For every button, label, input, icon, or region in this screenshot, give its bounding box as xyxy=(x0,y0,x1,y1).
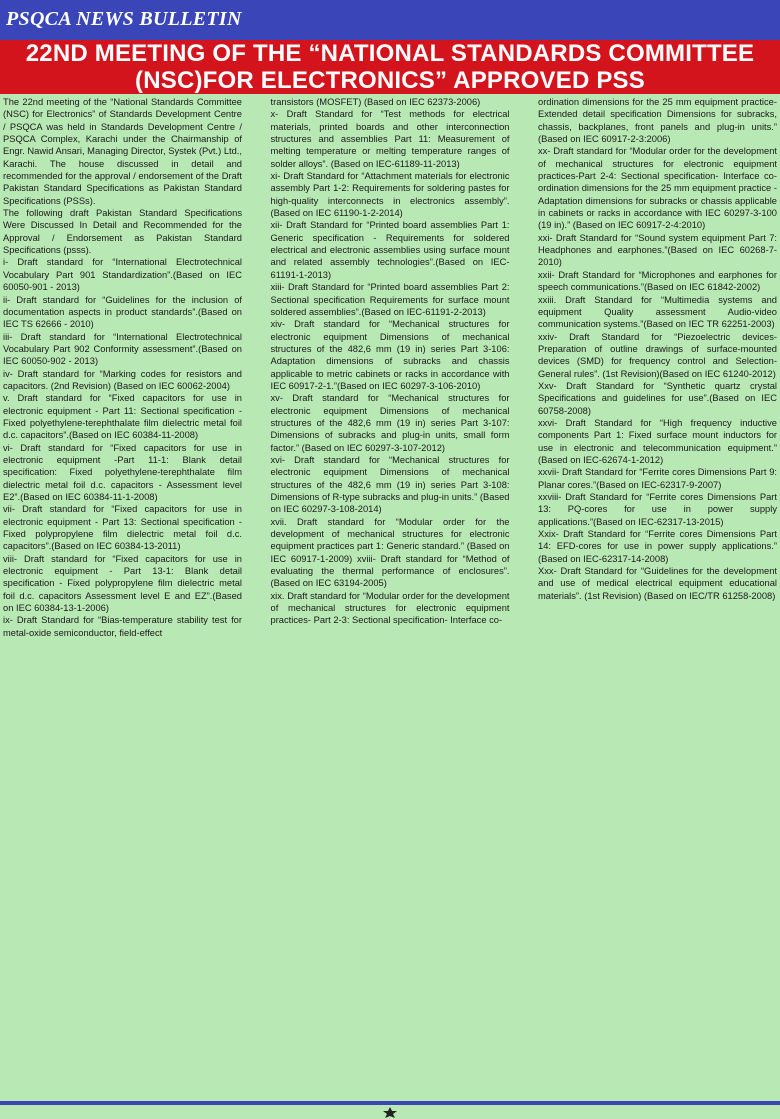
column-1-paragraph: The 22nd meeting of the “National Standards Committee (NSC) for Electronics” of Standards Development Centre / PSQCA was held in Standards Development Centre / PSQCA Complex, Karachi under the Chairmanship of Engr. Nawid Ansari, Managing Director, Systek (Pvt.) Ltd., Karachi. The house discussed in detail and recommended for the approval / endorsement of the Draft Pakistan Standard Specifications as Pakistan Standard Specifications (PSSs). xyxy=(3,97,242,206)
column-1-paragraph: vi- Draft standard for “Fixed capacitors for use in electronic equipment -Part 11-1: Blank detail specification: Fixed polyethylene-terephthalate film dielectric metal foil d.c. capacitors - Assessment level E2”.(Based on IEC 60384-11-1-2008) xyxy=(3,442,242,502)
column-2-paragraph: xvi- Draft standard for “Mechanical structures for electronic equipment Dimensions of mechanical structures of the 482,6 mm (19 in) series Part 3-108: Dimensions of R-type subracks and plug-in units.” (Based on IEC 60297-3-108-2014) xyxy=(270,454,510,515)
text-column-2 xyxy=(268,96,513,1098)
psqca-emblem-icon xyxy=(376,1106,404,1119)
column-2-paragraph: xix. Draft standard for “Modular order for the development of mechanical structures for electronic equipment practices- Part 2-3: Sectional specification- Interface co- xyxy=(270,590,510,626)
column-2-paragraph: xv- Draft standard for “Mechanical structures for electronic equipment Dimensions of mechanical structures of the 482,6 mm (19 in) series Part 3-107: Dimensions of subracks and plug-in units, small form factor.” (Based on IEC 60297-3-107-2012) xyxy=(270,393,510,453)
column-3-paragraph: Xxix- Draft Standard for “Ferrite cores Dimensions Part 14: EFD-cores for use in power supply applications.” (Based on IEC-62317-14-2008) xyxy=(538,529,777,564)
column-3-paragraph: ordination dimensions for the 25 mm equipment practice-Extended detail specification Dimensions for subracks, chassis, backplanes, front panels and plug-in units.” (Based on IEC 60917-2-3:2006) xyxy=(538,97,777,145)
column-1-paragraph: iv- Draft standard for “Marking codes for resistors and capacitors. (2nd Revision) (Based on IEC 60062-2004) xyxy=(3,368,242,391)
column-1-paragraph: ii- Draft standard for “Guidelines for the inclusion of documentation aspects in product standards”.(Based on IEC TS 62666 - 2010) xyxy=(3,294,242,330)
column-2-paragraph: x- Draft Standard for “Test methods for electrical materials, printed boards and other interconnection structures and assemblies Part 11: Measurement of melting temperature or melting temperature ranges of solder alloys”. (Based on IEC-61189-11-2013) xyxy=(270,109,510,169)
column-3-paragraph: xxiii. Draft Standard for “Multimedia systems and equipment Quality assessment Audio-video communication systems.”(Based on IEC TR 62251-2003) xyxy=(538,294,777,330)
column-2-paragraph: xvii. Draft standard for “Modular order for the development of mechanical structures for electronic equipment practices part 1: Generic standard.” (Based on IEC 60917-1-2009) xviii- Draft standard for “Method of evaluating the thermal performance of enclosures”. (Based on IEC 63194-2005) xyxy=(270,516,510,589)
column-3-paragraph: xxvi- Draft Standard for “High frequency inductive components Part 1: Fixed surface mount inductors for use in electronic and telecommunication equipment.” (Based on IEC-62674-1-2012) xyxy=(538,417,777,465)
column-1-paragraph: i- Draft standard for “International Electrotechnical Vocabulary Part 901 Standardization”.(Based on IEC 60050-901 - 2013) xyxy=(3,257,242,293)
column-1-paragraph: iii- Draft standard for “International Electrotechnical Vocabulary Part 902 Conformity assessment”.(Based on IEC 60050-902 - 2013) xyxy=(3,331,242,367)
column-3-paragraph: xx- Draft standard for “Modular order for the development of mechanical structures for electronic equipment practices-Part 2-4: Sectional specification- Interface co-ordination dimensions for the 25 mm equipment practice - Adaptation dimensions for subracks or chassis applicable in cabinets or racks in accordance with IEC 60297-3-100 (19 in).” (Based on IEC 60917-2-4:2010) xyxy=(538,146,777,231)
column-2-paragraph: transistors (MOSFET) (Based on IEC 62373-2006) xyxy=(270,97,481,107)
bulletin-title: PSQCA NEWS BULLETIN xyxy=(6,8,242,30)
column-1-paragraph: ix- Draft Standard for “Bias-temperature stability test for metal-oxide semiconductor, field-effect xyxy=(3,615,242,638)
headline-line-1: 22ND MEETING OF THE “NATIONAL STANDARDS COMMITTEE xyxy=(25,40,755,67)
column-3-paragraph: Xxx- Draft Standard for “Guidelines for the development and use of medical electrical equipment educational materials”. (1st Revision) (Based on IEC/TR 61258-2008) xyxy=(538,566,777,601)
headline-banner xyxy=(0,40,780,94)
column-2-paragraph: xiv- Draft standard for “Mechanical structures for electronic equipment Dimensions of mechanical structures of the 482,6 mm (19 in) series Part 3-106: Adaptation dimensions of subracks and chassis applicable to metric cabinets or racks in accordance with IEC 60917-2-1.”(Based on IEC 60297-3-106-2010) xyxy=(270,319,510,391)
text-column-3 xyxy=(535,96,780,1098)
masthead xyxy=(0,0,780,40)
column-1-paragraph: viii- Draft standard for “Fixed capacitors for use in electronic equipment - Part 13-1: Blank detail specification - Fixed polypropylene film dielectric metal foil d.c. capacitors Assessment level E and EZ”.(Based on IEC 60384-13-1-2006) xyxy=(3,553,242,614)
column-1-paragraph: The following draft Pakistan Standard Specifications Were Discussed In Detail and Recommended for the Approval / Endorsement as Pakistan Standard Specifications (psss). xyxy=(3,208,242,256)
footer-divider xyxy=(0,1101,780,1105)
text-column-1 xyxy=(0,96,245,1098)
article-body xyxy=(0,96,780,1098)
headline-line-2: (NSC)FOR ELECTRONICS” APPROVED PSS xyxy=(135,67,645,94)
column-3-paragraph: xxviii- Draft Standard for “Ferrite cores Dimensions Part 13: PQ-cores for use in power supply applications.”(Based on IEC-62317-13-2015) xyxy=(538,492,777,527)
column-2-paragraph: xii- Draft Standard for “Printed board assemblies Part 1: Generic specification - Requirements for soldered electrical and electronic assemblies using surface mount and related assembly technologies”.(Based on IEC-61191-1-2013) xyxy=(270,220,510,280)
column-2-paragraph: xiii- Draft Standard for “Printed board assemblies Part 2: Sectional specification Requirements for surface mount soldered assemblies”.(Based on IEC-61191-2-2013) xyxy=(270,282,510,317)
column-2-paragraph: xi- Draft Standard for “Attachment materials for electronic assembly Part 1-2: Requirements for soldering pastes for high-quality interconnects in electronics assembly”.(Based on IEC 61190-1-2-2014) xyxy=(270,171,510,219)
column-3-paragraph: xxi- Draft Standard for “Sound system equipment Part 7: Headphones and earphones.”(Based on IEC 60268-7-2010) xyxy=(538,232,777,268)
column-3-paragraph: xxvii- Draft Standard for “Ferrite cores Dimensions Part 9: Planar cores.”(Based on IEC-62317-9-2007) xyxy=(538,467,777,490)
column-1-paragraph: v. Draft standard for “Fixed capacitors for use in electronic equipment - Part 11: Sectional specification - Fixed polyethylene-terephthalate film dielectric metal foil d.c. capacitors”.(Based on IEC 60384-11-2008) xyxy=(3,393,242,441)
column-3-paragraph: xxiv- Draft Standard for “Piezoelectric devices- Preparation of outline drawings of surface-mounted devices (SMD) for frequency control and Selection-General rules”. (1st Revision)(Based on IEC 61240-2012) xyxy=(538,331,777,379)
column-3-paragraph: Xxv- Draft Standard for “Synthetic quartz crystal Specifications and guidelines for use”.(Based on IEC 60758-2008) xyxy=(538,380,777,416)
column-1-paragraph: vii- Draft standard for “Fixed capacitors for use in electronic equipment - Part 13: Sectional specification - Fixed polypropylene film dielectric metal foil d.c. capacitors”.(Based on IEC 60384-13-2011) xyxy=(3,504,242,552)
column-3-paragraph: xxii- Draft Standard for “Microphones and earphones for speech communications.”(Based on IEC 61842-2002) xyxy=(538,269,777,293)
